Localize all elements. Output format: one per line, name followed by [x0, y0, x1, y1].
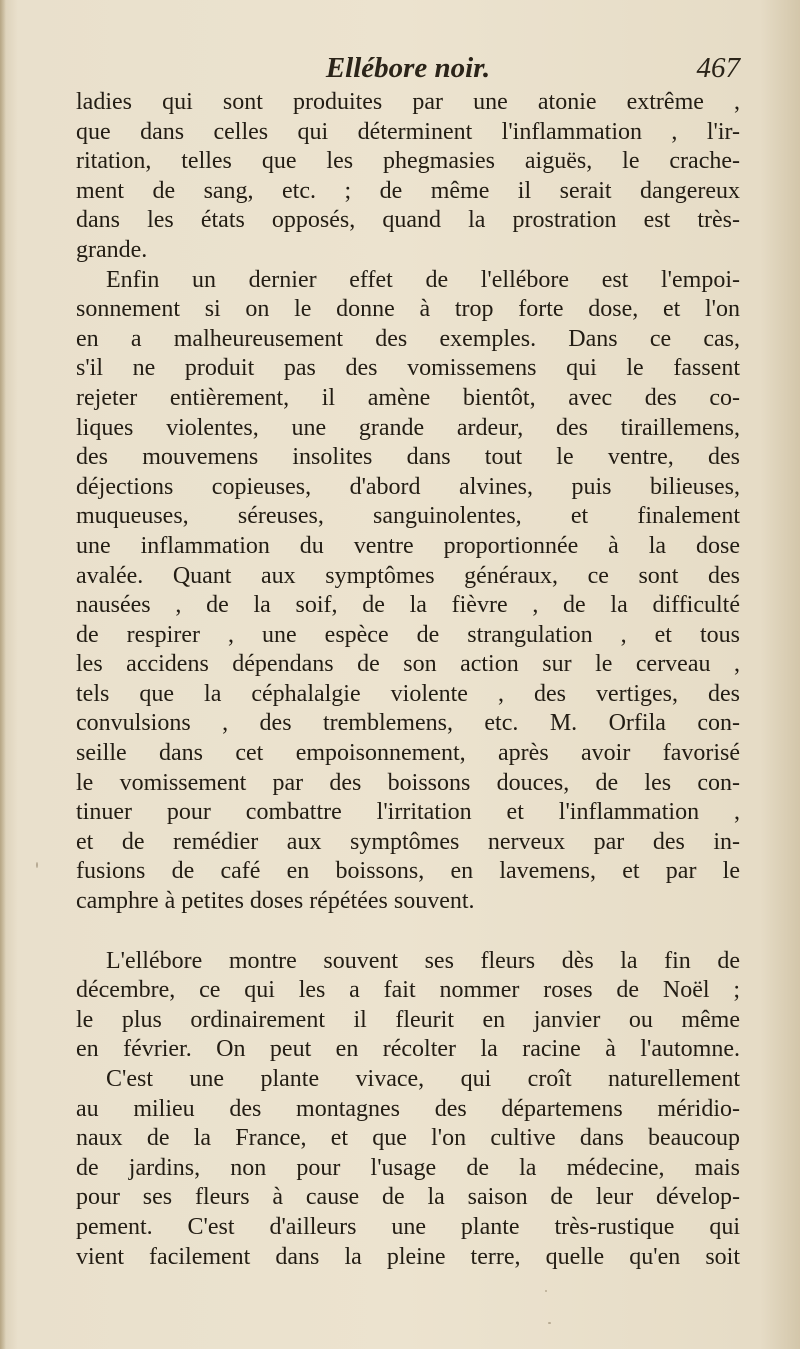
text-line: en a malheureusement des exemples. Dans ce cas, [76, 325, 740, 352]
text-line: de jardins, non pour l'usage de la médecine, mais [76, 1154, 740, 1181]
text-line: nausées , de la soif, de la fièvre , de la difficulté [76, 592, 740, 619]
text-line: Enfin un dernier effet de l'ellébore est l'empoi- [106, 266, 740, 293]
text-line: ritation, telles que les phegmasies aiguës, le crache- [76, 148, 740, 175]
paragraph-1 [76, 88, 740, 266]
paragraph-3 [76, 947, 740, 1065]
text-line: grande. [76, 236, 148, 263]
text-line: le plus ordinairement il fleurit en janvier ou même [76, 1006, 740, 1033]
paper-speck [548, 1253, 551, 1256]
paper-speck [36, 862, 38, 868]
text-line: dans les états opposés, quand la prostration est très- [76, 207, 740, 234]
text-line: décembre, ce qui les a fait nommer roses de Noël ; [76, 977, 740, 1004]
text-line: rejeter entièrement, il amène bientôt, avec des co- [76, 384, 740, 411]
text-line: ladies qui sont produites par une atonie extrême , [76, 89, 740, 115]
text-line: et de remédier aux symptômes nerveux par des in- [76, 828, 740, 855]
text-line: sonnement si on le donne à trop forte dose, et l'on [76, 296, 740, 323]
paragraph-4 [76, 1065, 740, 1272]
text-line: au milieu des montagnes des départemens méridio- [76, 1095, 740, 1122]
text-line: fusions de café en boissons, en lavemens, et par le [76, 858, 740, 885]
text-line: en février. On peut en récolter la racine à l'automne. [76, 1036, 740, 1063]
text-line: le vomissement par des boissons douces, de les con- [76, 769, 740, 796]
text-line: avalée. Quant aux symptômes généraux, ce sont des [76, 562, 740, 589]
paragraph-gap [76, 917, 740, 947]
text-line: L'ellébore montre souvent ses fleurs dès la fin de [106, 947, 740, 974]
text-line: s'il ne produit pas des vomissemens qui le fassent [76, 355, 740, 382]
paper-speck [545, 1290, 547, 1292]
text-line: camphre à petites doses répétées souvent. [76, 888, 475, 915]
text-line: de respirer , une espèce de strangulation , et tous [76, 621, 740, 648]
text-line: liques violentes, une grande ardeur, des tiraillemens, [76, 414, 740, 441]
text-line: une inflammation du ventre proportionnée à la dose [76, 532, 740, 559]
text-line: tels que la céphalalgie violente , des vertiges, des [76, 680, 740, 707]
text-line: vient facilement dans la pleine terre, quelle qu'en soit [76, 1243, 740, 1270]
text-line: les accidens dépendans de son action sur le cerveau , [76, 651, 740, 678]
text-line: convulsions , des tremblemens, etc. M. Orfila con- [76, 710, 740, 737]
text-line: pour ses fleurs à cause de la saison de leur dévelop- [76, 1184, 740, 1211]
text-line: naux de la France, et que l'on cultive dans beaucoup [76, 1125, 740, 1152]
page-header [76, 52, 740, 92]
text-line: C'est une plante vivace, qui croît naturellement [106, 1066, 740, 1092]
paper-speck [548, 1322, 551, 1324]
running-title: Ellébore noir. [325, 52, 491, 84]
text-line: des mouvemens insolites dans tout le ventre, des [76, 444, 740, 471]
text-line: déjections copieuses, d'abord alvines, puis bilieuses, [76, 473, 740, 500]
body-text [76, 88, 740, 1272]
text-line: seille dans cet empoisonnement, après avoir favorisé [76, 740, 740, 767]
text-line: que dans celles qui déterminent l'inflammation , l'ir- [76, 118, 740, 145]
text-line: ment de sang, etc. ; de même il serait dangereux [76, 177, 740, 204]
text-line: tinuer pour combattre l'irritation et l'inflammation , [76, 799, 740, 826]
paragraph-2 [76, 266, 740, 917]
text-line: pement. C'est d'ailleurs une plante très-rustique qui [76, 1213, 740, 1240]
page-number: 467 [696, 52, 740, 84]
binding-shadow [0, 0, 6, 1349]
text-line: muqueuses, séreuses, sanguinolentes, et finalement [76, 503, 740, 530]
